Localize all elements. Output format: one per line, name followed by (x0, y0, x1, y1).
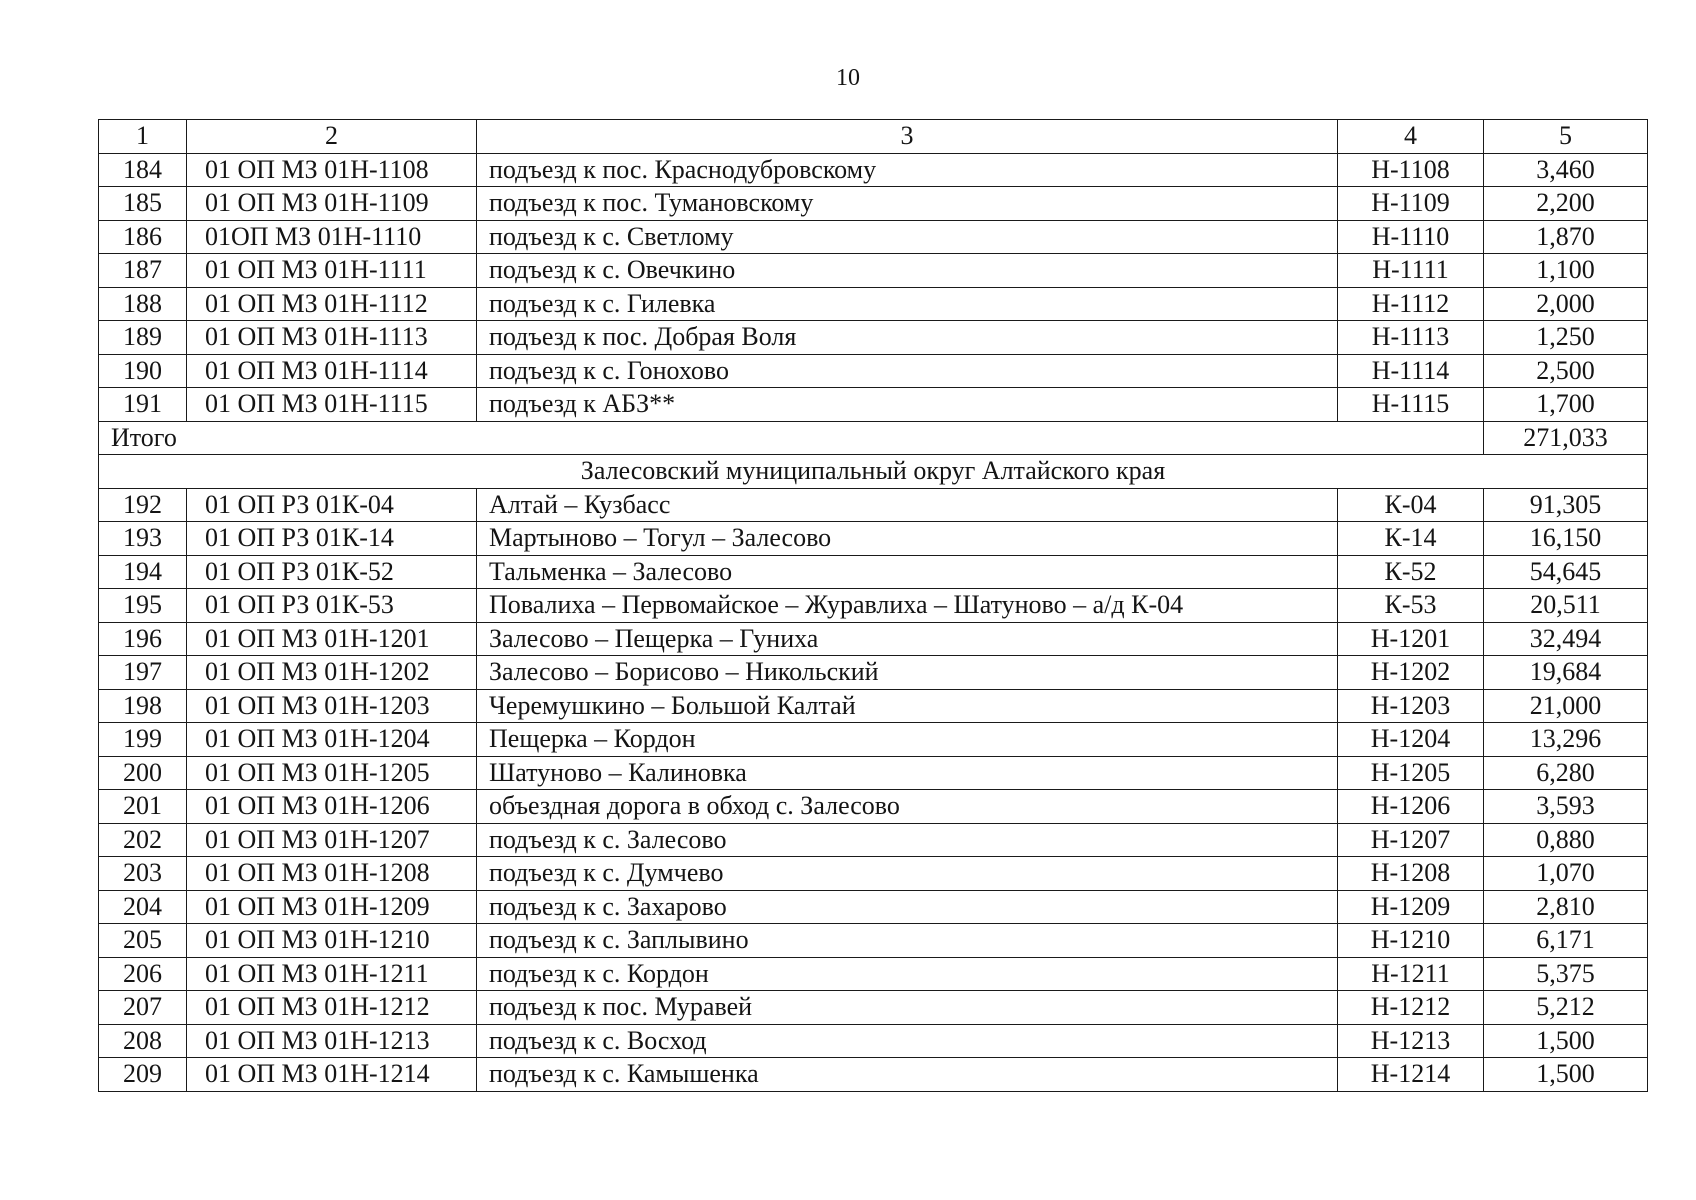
table-row (99, 321, 1648, 355)
road-code: Н-1208 (1338, 857, 1484, 891)
road-name: Залесово – Борисово – Никольский (477, 656, 1338, 690)
row-number: 201 (99, 790, 187, 824)
road-code: Н-1111 (1338, 254, 1484, 288)
road-code: Н-1209 (1338, 890, 1484, 924)
road-length: 6,171 (1484, 924, 1648, 958)
row-number: 198 (99, 689, 187, 723)
road-code: Н-1112 (1338, 287, 1484, 321)
road-code: Н-1211 (1338, 957, 1484, 991)
road-length: 5,212 (1484, 991, 1648, 1025)
row-number: 202 (99, 823, 187, 857)
roads-table (98, 119, 1648, 1092)
road-name: подъезд к с. Заплывино (477, 924, 1338, 958)
road-length: 2,000 (1484, 287, 1648, 321)
row-number: 194 (99, 555, 187, 589)
row-number: 206 (99, 957, 187, 991)
road-name: Шатуново – Калиновка (477, 756, 1338, 790)
total-label: Итого (99, 421, 1484, 455)
road-id: 01 ОП МЗ 01Н-1109 (187, 187, 477, 221)
row-number: 203 (99, 857, 187, 891)
road-id: 01 ОП МЗ 01Н-1108 (187, 153, 477, 187)
row-number: 207 (99, 991, 187, 1025)
table-row (99, 522, 1648, 556)
road-id: 01 ОП МЗ 01Н-1111 (187, 254, 477, 288)
road-code: Н-1207 (1338, 823, 1484, 857)
road-name: подъезд к с. Гонохово (477, 354, 1338, 388)
header-col-5: 5 (1484, 120, 1648, 154)
row-number: 199 (99, 723, 187, 757)
road-id: 01 ОП МЗ 01Н-1201 (187, 622, 477, 656)
row-number: 190 (99, 354, 187, 388)
road-code: Н-1213 (1338, 1024, 1484, 1058)
road-name: подъезд к с. Светлому (477, 220, 1338, 254)
road-length: 1,500 (1484, 1058, 1648, 1092)
row-number: 189 (99, 321, 187, 355)
road-name: подъезд к пос. Краснодубровскому (477, 153, 1338, 187)
section-title: Залесовский муниципальный округ Алтайского края (99, 455, 1648, 489)
road-name: подъезд к АБЗ** (477, 388, 1338, 422)
road-code: Н-1210 (1338, 924, 1484, 958)
road-id: 01ОП МЗ 01Н-1110 (187, 220, 477, 254)
table-row (99, 622, 1648, 656)
table-row (99, 555, 1648, 589)
road-length: 1,250 (1484, 321, 1648, 355)
road-code: Н-1109 (1338, 187, 1484, 221)
row-number: 195 (99, 589, 187, 623)
table-row (99, 957, 1648, 991)
road-length: 3,593 (1484, 790, 1648, 824)
road-code: К-53 (1338, 589, 1484, 623)
row-number: 197 (99, 656, 187, 690)
row-number: 208 (99, 1024, 187, 1058)
row-number: 192 (99, 488, 187, 522)
road-id: 01 ОП МЗ 01Н-1114 (187, 354, 477, 388)
table-row (99, 153, 1648, 187)
table-row (99, 924, 1648, 958)
road-name: Пещерка – Кордон (477, 723, 1338, 757)
road-length: 2,810 (1484, 890, 1648, 924)
table-row (99, 857, 1648, 891)
table-row (99, 187, 1648, 221)
row-number: 205 (99, 924, 187, 958)
table-body (99, 120, 1648, 1092)
road-length: 2,200 (1484, 187, 1648, 221)
header-row (99, 120, 1648, 154)
header-col-1: 1 (99, 120, 187, 154)
road-code: Н-1204 (1338, 723, 1484, 757)
page-number: 10 (836, 65, 860, 91)
road-length: 19,684 (1484, 656, 1648, 690)
road-length: 1,100 (1484, 254, 1648, 288)
road-length: 2,500 (1484, 354, 1648, 388)
table-row (99, 488, 1648, 522)
road-length: 1,870 (1484, 220, 1648, 254)
road-name: Тальменка – Залесово (477, 555, 1338, 589)
road-code: Н-1114 (1338, 354, 1484, 388)
row-number: 209 (99, 1058, 187, 1092)
road-name: Черемушкино – Большой Калтай (477, 689, 1338, 723)
road-length: 3,460 (1484, 153, 1648, 187)
table-row (99, 689, 1648, 723)
row-number: 200 (99, 756, 187, 790)
road-id: 01 ОП РЗ 01К-14 (187, 522, 477, 556)
section-row (99, 455, 1648, 489)
table-row (99, 254, 1648, 288)
road-length: 54,645 (1484, 555, 1648, 589)
header-col-4: 4 (1338, 120, 1484, 154)
road-name: подъезд к с. Залесово (477, 823, 1338, 857)
road-name: Алтай – Кузбасс (477, 488, 1338, 522)
table-row (99, 1058, 1648, 1092)
row-number: 186 (99, 220, 187, 254)
road-name: Мартыново – Тогул – Залесово (477, 522, 1338, 556)
road-id: 01 ОП МЗ 01Н-1214 (187, 1058, 477, 1092)
road-id: 01 ОП МЗ 01Н-1212 (187, 991, 477, 1025)
road-id: 01 ОП МЗ 01Н-1207 (187, 823, 477, 857)
table-row (99, 656, 1648, 690)
table-row (99, 589, 1648, 623)
total-value: 271,033 (1484, 421, 1648, 455)
road-length: 21,000 (1484, 689, 1648, 723)
road-code: Н-1214 (1338, 1058, 1484, 1092)
row-number: 196 (99, 622, 187, 656)
road-name: подъезд к с. Восход (477, 1024, 1338, 1058)
road-length: 16,150 (1484, 522, 1648, 556)
road-code: Н-1113 (1338, 321, 1484, 355)
road-name: подъезд к с. Думчево (477, 857, 1338, 891)
road-id: 01 ОП РЗ 01К-53 (187, 589, 477, 623)
road-code: Н-1205 (1338, 756, 1484, 790)
table-row (99, 723, 1648, 757)
road-name: подъезд к с. Кордон (477, 957, 1338, 991)
road-code: Н-1110 (1338, 220, 1484, 254)
road-length: 32,494 (1484, 622, 1648, 656)
table-row (99, 1024, 1648, 1058)
table-row (99, 790, 1648, 824)
road-length: 1,700 (1484, 388, 1648, 422)
table-row (99, 388, 1648, 422)
road-id: 01 ОП РЗ 01К-52 (187, 555, 477, 589)
table-row (99, 756, 1648, 790)
table-row (99, 991, 1648, 1025)
road-code: Н-1202 (1338, 656, 1484, 690)
table-row (99, 287, 1648, 321)
road-id: 01 ОП МЗ 01Н-1112 (187, 287, 477, 321)
road-name: подъезд к с. Камышенка (477, 1058, 1338, 1092)
header-col-2: 2 (187, 120, 477, 154)
road-name: подъезд к пос. Добрая Воля (477, 321, 1338, 355)
road-length: 1,070 (1484, 857, 1648, 891)
road-code: К-52 (1338, 555, 1484, 589)
road-code: Н-1115 (1338, 388, 1484, 422)
total-row (99, 421, 1648, 455)
road-code: Н-1212 (1338, 991, 1484, 1025)
road-id: 01 ОП МЗ 01Н-1208 (187, 857, 477, 891)
road-id: 01 ОП МЗ 01Н-1211 (187, 957, 477, 991)
table-row (99, 220, 1648, 254)
row-number: 184 (99, 153, 187, 187)
road-length: 91,305 (1484, 488, 1648, 522)
road-id: 01 ОП МЗ 01Н-1209 (187, 890, 477, 924)
road-name: объездная дорога в обход с. Залесово (477, 790, 1338, 824)
road-length: 20,511 (1484, 589, 1648, 623)
road-length: 6,280 (1484, 756, 1648, 790)
road-id: 01 ОП МЗ 01Н-1115 (187, 388, 477, 422)
road-id: 01 ОП МЗ 01Н-1113 (187, 321, 477, 355)
road-length: 5,375 (1484, 957, 1648, 991)
road-code: Н-1108 (1338, 153, 1484, 187)
road-id: 01 ОП МЗ 01Н-1210 (187, 924, 477, 958)
road-name: подъезд к пос. Тумановскому (477, 187, 1338, 221)
road-name: подъезд к с. Овечкино (477, 254, 1338, 288)
row-number: 193 (99, 522, 187, 556)
road-length: 0,880 (1484, 823, 1648, 857)
road-name: подъезд к с. Гилевка (477, 287, 1338, 321)
road-code: Н-1203 (1338, 689, 1484, 723)
road-name: подъезд к пос. Муравей (477, 991, 1338, 1025)
road-length: 1,500 (1484, 1024, 1648, 1058)
road-code: К-04 (1338, 488, 1484, 522)
road-length: 13,296 (1484, 723, 1648, 757)
row-number: 187 (99, 254, 187, 288)
road-name: Повалиха – Первомайское – Журавлиха – Шатуново – а/д К-04 (477, 589, 1338, 623)
table-row (99, 354, 1648, 388)
table-row (99, 890, 1648, 924)
road-code: К-14 (1338, 522, 1484, 556)
road-id: 01 ОП МЗ 01Н-1205 (187, 756, 477, 790)
row-number: 185 (99, 187, 187, 221)
row-number: 188 (99, 287, 187, 321)
row-number: 191 (99, 388, 187, 422)
road-code: Н-1206 (1338, 790, 1484, 824)
road-code: Н-1201 (1338, 622, 1484, 656)
road-id: 01 ОП МЗ 01Н-1203 (187, 689, 477, 723)
road-name: Залесово – Пещерка – Гуниха (477, 622, 1338, 656)
row-number: 204 (99, 890, 187, 924)
header-col-3: 3 (477, 120, 1338, 154)
road-id: 01 ОП МЗ 01Н-1204 (187, 723, 477, 757)
road-id: 01 ОП РЗ 01К-04 (187, 488, 477, 522)
table-row (99, 823, 1648, 857)
road-id: 01 ОП МЗ 01Н-1213 (187, 1024, 477, 1058)
road-id: 01 ОП МЗ 01Н-1202 (187, 656, 477, 690)
road-id: 01 ОП МЗ 01Н-1206 (187, 790, 477, 824)
road-name: подъезд к с. Захарово (477, 890, 1338, 924)
